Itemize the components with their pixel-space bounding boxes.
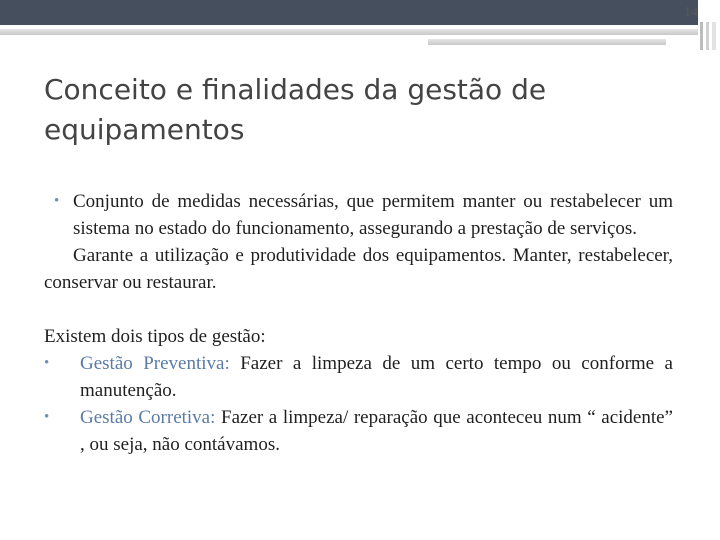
side-rail [706, 22, 709, 50]
definition-text: Conjunto de medidas necessárias, que permitem manter ou restabelecer um sistema no estado do funcionamento, assegurando a prestação de serviços. [73, 191, 673, 239]
definition-paragraph [44, 188, 673, 242]
side-rail [700, 22, 703, 50]
type-label: Gestão Corretiva: [80, 407, 216, 428]
spacer [44, 296, 673, 323]
bullet-icon: • [44, 409, 50, 425]
slide-body [44, 188, 673, 458]
header-stripe-short [428, 39, 666, 45]
list-item-corretiva [44, 404, 673, 458]
type-label: Gestão Preventiva: [80, 353, 230, 374]
purpose-paragraph: Garante a utilização e produtividade dos equipamentos. Manter, restabelecer, conservar ou restaurar. [44, 245, 673, 293]
side-rail [712, 22, 716, 50]
bullet-icon: • [44, 355, 50, 371]
list-item-preventiva [44, 350, 673, 404]
header-stripe [0, 29, 698, 35]
bullet-icon: • [54, 193, 60, 209]
types-intro: Existem dois tipos de gestão: [44, 326, 266, 347]
header-bar [0, 0, 698, 25]
page-number: 14 [684, 5, 698, 20]
type-description: Fazer a limpeza/ reparação que aconteceu num “ acidente” , ou seja, não contávamos. [80, 407, 673, 455]
type-description: Fazer a limpeza de um certo tempo ou conforme a manutenção. [80, 353, 673, 401]
slide-title: Conceito e finalidades da gestão de equipamentos [44, 73, 547, 146]
